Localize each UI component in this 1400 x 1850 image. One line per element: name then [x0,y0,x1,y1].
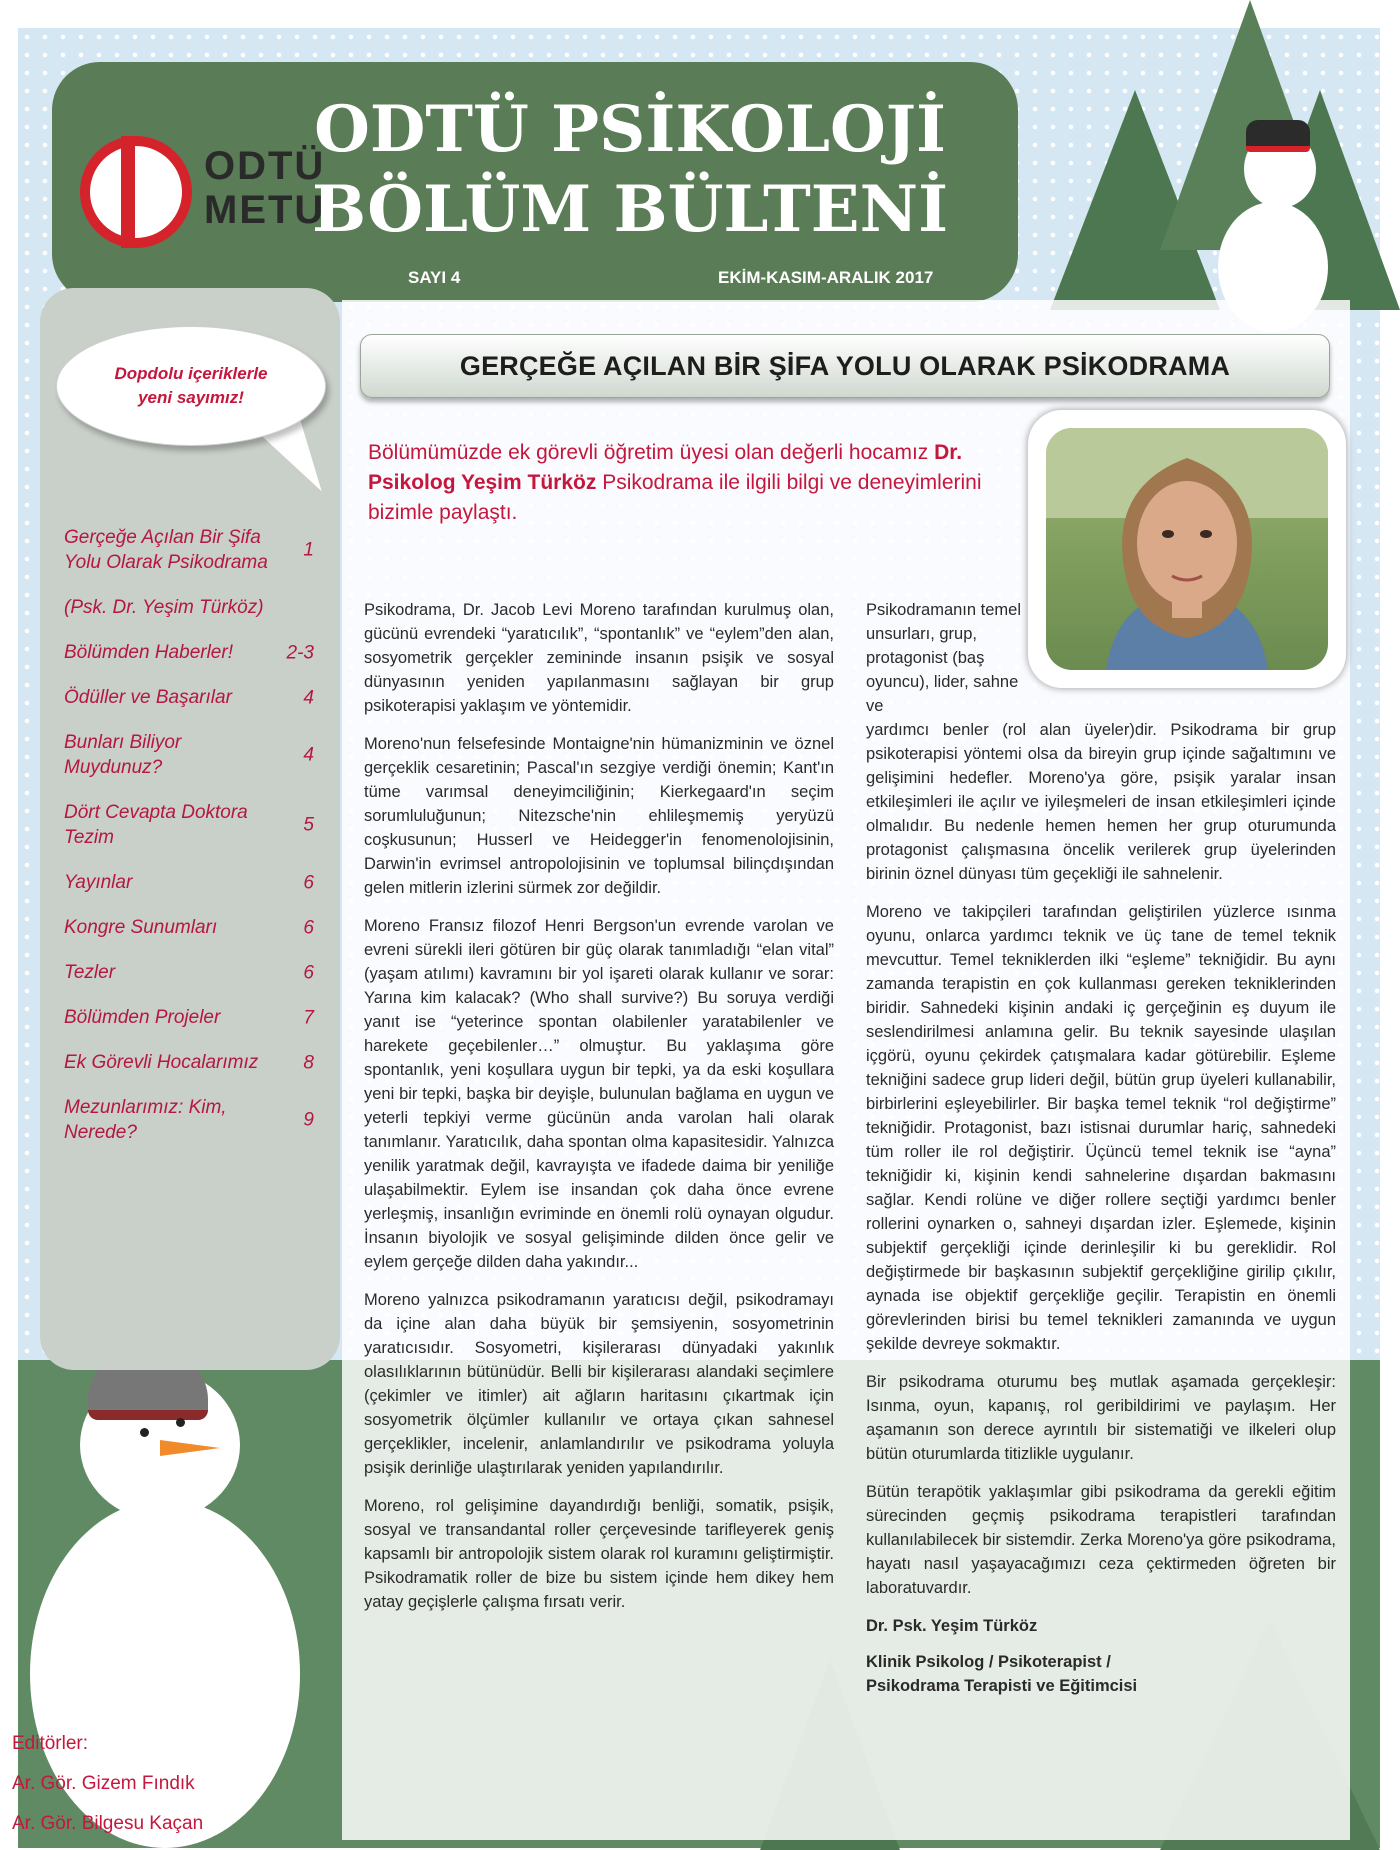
toc-item-label: Dört Cevapta Doktora Tezim [64,802,248,848]
article-column-1 [364,598,834,1628]
toc-item-label: Ek Görevli Hocalarımız [64,1052,259,1073]
intro-author-name: Dr. Psikolog Yeşim Türköz [368,441,963,494]
editors-block [12,1724,203,1844]
article-paragraph: yardımcı benler (rol alan üyeler)dir. Psikodrama bir grup psikoterapisi yöntemi olsa da bireyin grup içinde sağaltımını ve gelişimini hedefler. Moreno'ya göre, psişik yaralar insan etkileşimleri ile açılır ve iyileşmeleri de insan etkileşimleri içinde olmalıdır. Bu nedenle hemen hemen her grup oturumunda protagonist çalışmasına öncelik verilerek grup üyelerinden birinin öznel dünyası tüm geçekliği ile sahnelenir. [866,721,1336,883]
toc-item[interactable] [64,870,322,895]
author-portrait-icon [1046,428,1328,670]
editors-label: Editörler: [12,1733,89,1754]
snowman-nose [160,1440,220,1456]
author-signature-title: Psikodrama Terapisti ve Eğitimcisi [866,1677,1138,1695]
snowman-eye [140,1428,149,1437]
article-intro [368,438,1020,528]
article-paragraph: Moreno ve takipçileri tarafından geliştirilen yüzlerce ısınma oyunu, onlarca yardımcı teknik ve üç tane de temel teknik mevcuttur. Temel tekniklerden ilki “eşleme” tekniğidir. Bu aynı zamanda terapistin en çok kullanması gereken tekniklerinden biridir. Sahnedeki kişinin andaki iç gerçeğinin eş duyum ile seslendirilmesi anlamına gelir. Bu teknik sayesinde ulaşılan içgörü, oyunu çekirdek çatışmalara kadar götürebilir. Eşleme tekniğini sadece grup lideri değil, bütün grup üyeleri kullanabilir, birbirlerini eşleyebilirler. Bir başka temel teknik “rol değiştirme” tekniğidir. Protagonist, bazı istisnai durumlar hariç, sahnedeki tüm roller ile rol değiştirir. Üçüncü temel teknik ise “ayna” tekniğidir ki, kişinin kendi sahnelerine dışardan bakmasını sağlar. Kendi rolüne ve diğer rollere seçtiği yardımcı benler rollerini oynarken o, sahneyi dışardan izler. Eşlemede, kişinin subjektif gerçekliği içinde derinleşilir ki bu gereklidir. Rol değiştirmede bir başkasının subjektif gerçekliğine girilip çıkılır, aynada ise objektif gerçekliğe geçilir. Terapistin en önemli görevlerinden birisi bu temel teknikleri zamanında ve uygun şekilde devreye sokmaktır. [866,903,1336,1353]
toc-item-page: 6 [303,962,314,983]
toc-item-page: 8 [303,1052,314,1073]
metu-logo-bar [121,136,135,248]
article-paragraph: Moreno, rol gelişimine dayandırdığı benliği, somatik, psişik, sosyal ve transandantal roller çerçevesinde tarifleyerek geniş kapsamlı bir antropolojik sistem olarak rol kuramını geliştirmiştir. Psikodramatik roller de bize bu sistem içinde hem dikey hem yatay geçişlerle çalışma fırsatı verir. [364,1497,834,1611]
table-of-contents [64,525,322,1165]
intro-text: Bölümümüzde ek görevli öğretim üyesi olan değerli hocamız [368,441,935,464]
toc-item[interactable] [64,800,322,850]
toc-item[interactable] [64,640,322,665]
issue-number: SAYI 4 [408,268,461,287]
toc-item-page: 5 [303,814,314,836]
toc-item-page: 4 [303,687,314,708]
newsletter-title [300,90,960,250]
author-signature-title: Klinik Psikolog / Psikoterapist / [866,1653,1111,1671]
article-paragraph: Moreno yalnızca psikodramanın yaratıcısı değil, psikodramayı da içine alan daha büyük bir şemsiyenin, sosyometrinin yaratıcısıdır. Sosyometri, kişilerarası dünyadaki yakınlık olasılıklarının bütünüdür. Belli bir kişilerarası alandaki seçimlere (çekimler ve itimler) ait ağların haritasını çıkartmak için sosyometrik ölçümler kullanılır ve ortaya çıkan sahnesel gerçeklikler, incelenir, anlamlandırılır ve psikodrama yoluyla psişik derinliğe ulaştırılarak yeniden yapılandırılır. [364,1291,834,1477]
snowman-hat [1246,120,1310,152]
toc-item[interactable] [64,1005,322,1030]
toc-item-label: Kongre Sunumları [64,917,218,938]
editor-name: Ar. Gör. Bilgesu Kaçan [12,1813,204,1834]
toc-item-page: 6 [303,872,314,893]
bubble-line-2: yeni sayımız! [138,388,244,407]
bubble-line-1: Dopdolu içeriklerle [114,364,268,383]
toc-item-label: Bunları Biliyor Muydunuz? [64,732,182,778]
toc-item[interactable] [64,960,322,985]
logo-text-top: ODTÜ [204,144,326,188]
toc-item-label: (Psk. Dr. Yeşim Türköz) [64,597,264,618]
metu-logo-icon [80,136,192,248]
article-paragraph: Psikodrama, Dr. Jacob Levi Moreno tarafından kurulmuş olan, gücünü evrendeki “yaratıcılık”, “spontanlık” ve “eylem”den alan, sosyometrik gerçekler zemininde insanın psişik ve sosyal dünyasının yeniden yapılanmasını sağlayan bir grup psikoterapisi yaklaşım ve yöntemidir. [364,601,834,715]
article-paragraph: Moreno'nun felsefesinde Montaigne'nin hümanizminin ve öznel gerçeklik cesaretinin; Pascal'ın sezgiye verdiği önemin; Kant'ın tüme varımsal deneyimciliğinin; Kierkegaard'ın seçim sorumluluğunun; Nitezsche'nin ehlileşmemiş yeryüzü coşkusunun; Husserl ve Heidegger'in fenomenolojisinin, Darwin'in evrimsel antropolojisinin ve toplumsal bilinçdışından gelen mitlerin izlerini sürmek zor değildir. [364,735,834,897]
article-headline: GERÇEĞE AÇILAN BİR ŞİFA YOLU OLARAK PSİKODRAMA [360,334,1330,398]
speech-bubble [56,326,326,446]
article-column-2 [866,718,1336,1698]
toc-item-page: 2-3 [286,642,314,663]
toc-item[interactable] [64,1050,322,1075]
toc-item[interactable] [64,1095,322,1145]
editor-name: Ar. Gör. Gizem Fındık [12,1773,195,1794]
toc-item-label: Mezunlarımız: Kim, Nerede? [64,1097,227,1143]
toc-item-label: Gerçeğe Açılan Bir Şifa Yolu Olarak Psikodrama [64,527,268,573]
toc-item[interactable] [64,685,322,710]
author-signature-name: Dr. Psk. Yeşim Türköz [866,1617,1038,1635]
toc-item-page: 7 [303,1007,314,1028]
intro-text-end: Psikodrama ile ilgili bilgi ve deneyimlerini bizimle paylaştı. [368,471,982,524]
author-photo [1046,428,1328,670]
toc-item-page: 9 [303,1109,314,1131]
title-line-2: BÖLÜM BÜLTENİ [312,172,948,247]
toc-item[interactable] [64,595,322,620]
snowman-eye [176,1418,185,1427]
toc-item[interactable] [64,730,322,780]
toc-item[interactable] [64,525,322,575]
issue-date: EKİM-KASIM-ARALIK 2017 [718,268,934,287]
article-paragraph: Bütün terapötik yaklaşımlar gibi psikodrama da gerekli eğitim sürecinden geçmiş psikodrama terapistleri tarafından kullanılabilecek bir sistemdir. Zerka Moreno'ya göre psikodrama, hayatı nasıl yaşayacağımızı ceza çektirmeden öğreten bir laboratuvardır. [866,1483,1336,1597]
toc-item-label: Tezler [64,962,116,983]
toc-item-page: 4 [303,744,314,766]
article-paragraph: Bir psikodrama oturumu beş mutlak aşamada gerçekleşir: Isınma, oyun, kapanış, rol geribildirimi ve paylaşım. Her aşamanın son derece ayrıntılı bir sistematiği ve ilkeleri olup bütün oturumlarda titizlikle uygulanır. [866,1373,1336,1463]
toc-item-page: 6 [303,917,314,938]
toc-item[interactable] [64,915,322,940]
toc-item-label: Bölümden Haberler! [64,642,233,663]
title-line-1: ODTÜ PSİKOLOJİ [314,92,946,167]
toc-item-page: 1 [303,539,314,561]
toc-item-label: Bölümden Projeler [64,1007,221,1028]
logo-text-bottom: METU [204,188,326,232]
article-column-2-top: Psikodramanın temel unsurları, grup, protagonist (baş oyuncu), lider, sahne ve [866,601,1021,715]
toc-item-label: Ödüller ve Başarılar [64,687,232,708]
toc-item-label: Yayınlar [64,872,133,893]
article-paragraph: Moreno Fransız filozof Henri Bergson'un evrende varolan ve evreni sürekli ileri götüren bir güç olarak tanımladığı “elan vital” (yaşam atılımı) kavramını bir yol işareti olarak kullanır ve sorar: Yarına kim kalacak? (Who shall survive?) Bu soruya verdiği yanıt ise “yeterince spontan olabilenler yaratabilenler ve harekete geçebilenler…” olmuştur. Bu yaklaşıma göre spontanlık, yeni koşullara uygun bir tepki, ya da eski koşullara yeni bir tepki, başka bir deyişle, bulunulan bağlama en uygun ve yeterli tepkiyi verme gücünün anda varolan hali olarak tanımlanır. Yaratıcılık, daha spontan olma kapasitesidir. Yalnızca yenilik yaratmak değil, kavrayışta ve ifadede daima bir yeniliğe ulaşabilmektir. Eylem ise insandan çok daha önce evrene yerleşmiş, insanlığın evriminde en önemli rolü oynayan olgudur. İnsanın biyolojik ve sosyal gelişiminde dilden önce gelir ve eylem gerçeğe dilden daha yakındır... [364,917,834,1271]
